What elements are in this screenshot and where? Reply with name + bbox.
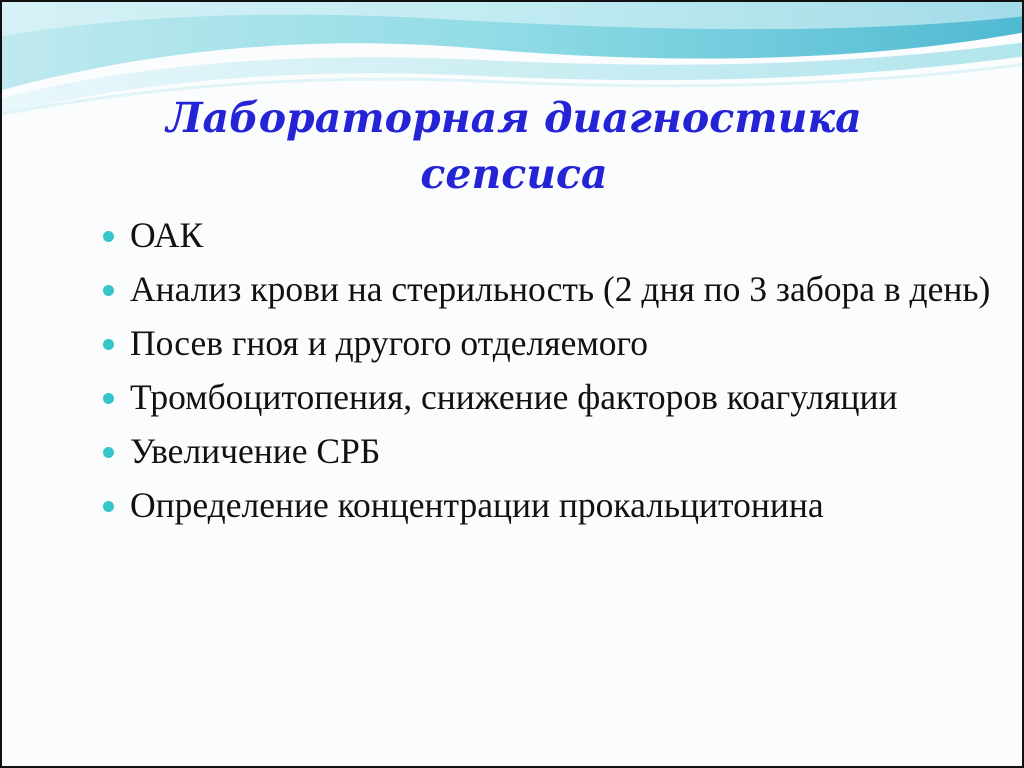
bullet-text: Тромбоцитопения, снижение факторов коагуляции — [130, 377, 898, 417]
slide-title — [2, 90, 1024, 202]
bullet-item — [102, 322, 1002, 365]
bullet-dot-icon — [103, 501, 114, 512]
bullet-text: Определение концентрации прокальцитонина — [130, 485, 824, 525]
bullet-dot-icon — [103, 393, 114, 404]
bullet-dot-icon — [103, 339, 114, 350]
bullet-list — [102, 214, 1002, 538]
bullet-text: ОАК — [130, 215, 204, 255]
bullet-item — [102, 376, 1002, 419]
bullet-item — [102, 484, 1002, 527]
bullet-dot-icon — [103, 231, 114, 242]
bullet-dot-icon — [103, 447, 114, 458]
bullet-text: Анализ крови на стерильность (2 дня по 3 забора в день) — [130, 269, 991, 309]
slide-title-line-1: Лабораторная диагностика — [166, 94, 862, 142]
bullet-dot-icon — [103, 285, 114, 296]
bullet-item — [102, 268, 1002, 311]
slide-title-line-2: сепсиса — [420, 150, 608, 198]
bullet-text: Увеличение СРБ — [130, 431, 381, 471]
bullet-item — [102, 430, 1002, 473]
bullet-item — [102, 214, 1002, 257]
bullet-text: Посев гноя и другого отделяемого — [130, 323, 648, 363]
